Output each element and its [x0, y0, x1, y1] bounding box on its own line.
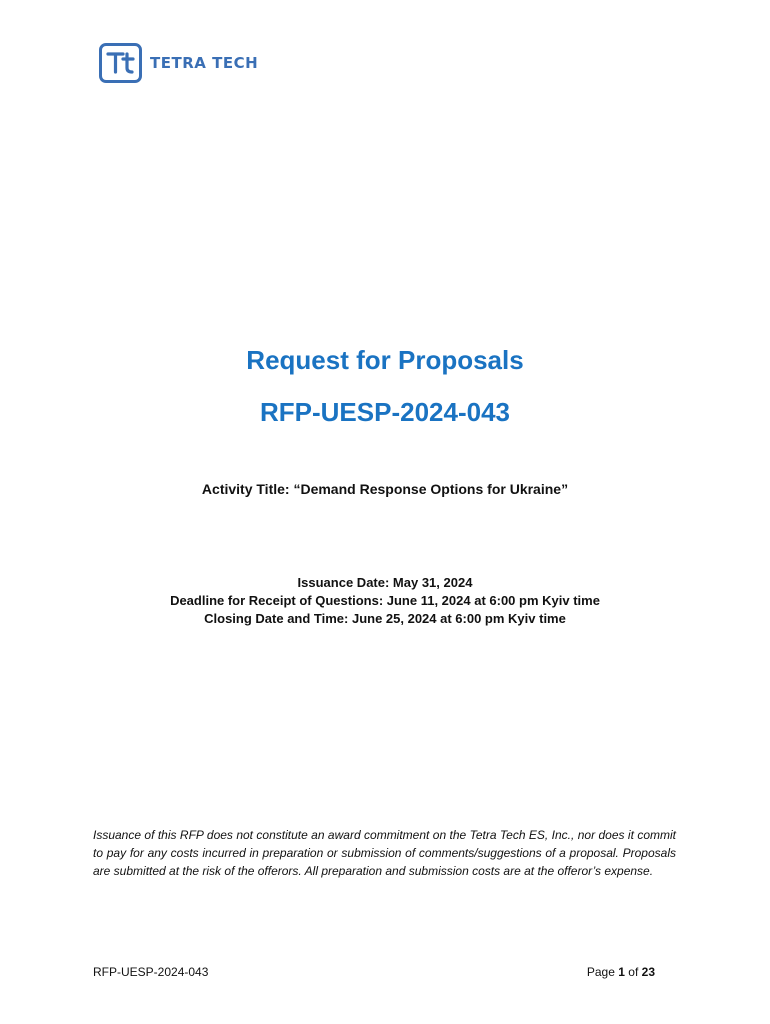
page-number [587, 965, 655, 979]
page-current: 1 [618, 965, 625, 979]
document-title: Request for Proposals [246, 345, 524, 375]
closing-date: Closing Date and Time: June 25, 2024 at 6:00 pm Kyiv time [204, 611, 566, 626]
activity-title: Activity Title: “Demand Response Options for Ukraine” [201, 481, 569, 497]
page-prefix: Page [586, 965, 615, 979]
key-dates [0, 574, 770, 628]
page-footer [93, 965, 655, 979]
disclaimer-text: Issuance of this RFP does not constitute an award commitment on the Tetra Tech ES, Inc., nor does it commit to pay for any costs incurred in preparation or submission of comments/suggestions of a proposal. Proposals are submitted at the risk of the offerors. All preparation and submission costs are at the offeror’s expense. [93, 828, 676, 878]
logo-text: TETRA TECH [150, 54, 259, 72]
issuance-date: Issuance Date: May 31, 2024 [297, 575, 473, 590]
page-total: 23 [641, 965, 655, 979]
rfp-number: RFP-UESP-2024-043 [260, 397, 510, 427]
company-logo [99, 43, 258, 83]
page-of: of [628, 965, 639, 979]
questions-deadline: Deadline for Receipt of Questions: June 11, 2024 at 6:00 pm Kyiv time [170, 593, 600, 608]
tetra-tech-logo-icon [99, 43, 142, 83]
footer-doc-id: RFP-UESP-2024-043 [93, 965, 209, 979]
